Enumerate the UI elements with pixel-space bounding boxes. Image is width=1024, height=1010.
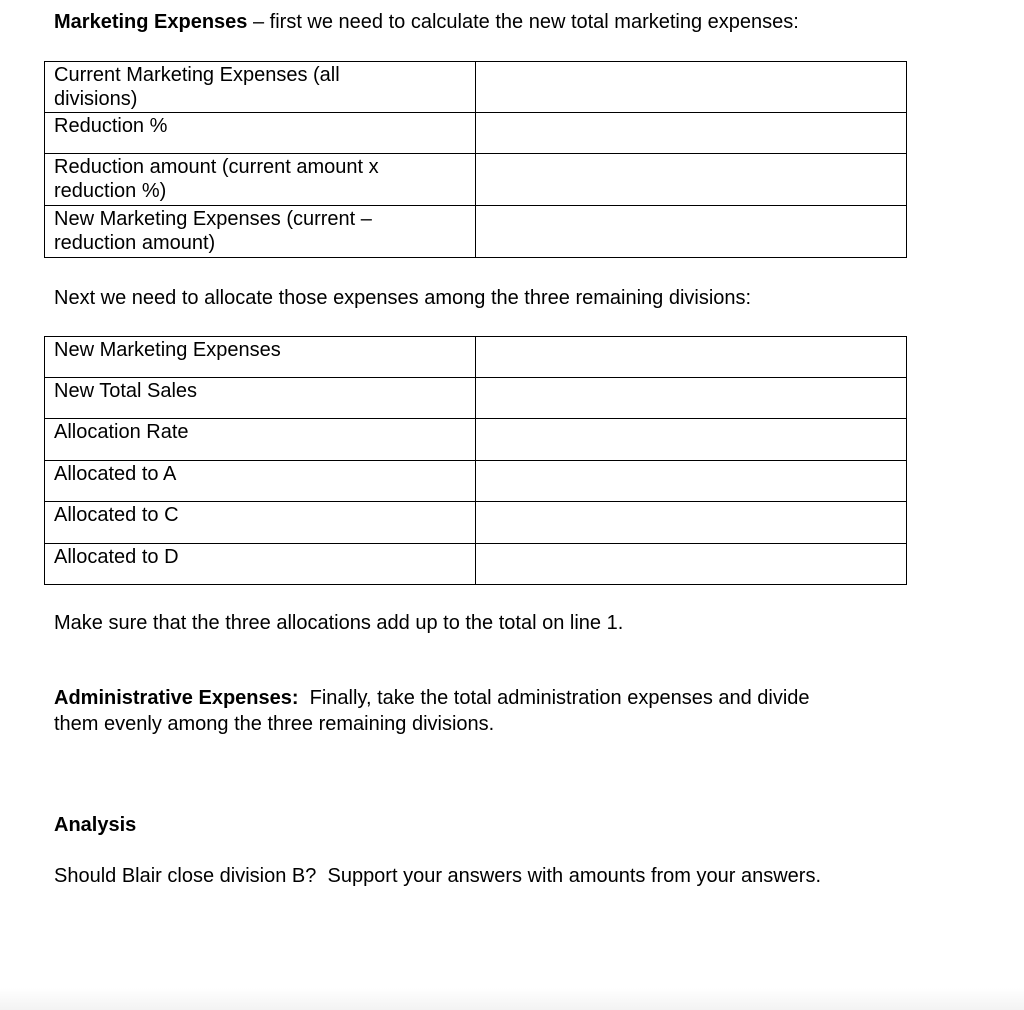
allocated-to-c-cell[interactable] bbox=[476, 502, 907, 544]
make-sure-note: Make sure that the three allocations add up to the total on line 1. bbox=[54, 612, 624, 634]
admin-heading: Administrative Expenses: bbox=[54, 687, 299, 709]
table-row bbox=[45, 419, 907, 461]
row-label bbox=[45, 62, 476, 113]
marketing-intro bbox=[54, 10, 799, 34]
row-label-line: reduction amount) bbox=[54, 232, 216, 254]
marketing-heading: Marketing Expenses bbox=[54, 11, 248, 33]
new-marketing-expenses-cell[interactable] bbox=[476, 206, 907, 258]
table-row bbox=[45, 62, 907, 113]
row-label: New Total Sales bbox=[45, 378, 476, 419]
row-label-line: New Marketing Expenses (current – bbox=[54, 208, 372, 230]
table-row bbox=[45, 154, 907, 206]
allocation-rate-cell[interactable] bbox=[476, 419, 907, 461]
allocated-to-d-cell[interactable] bbox=[476, 544, 907, 585]
row-label-line: divisions) bbox=[54, 88, 138, 110]
admin-text: Finally, take the total administration expenses and divide bbox=[298, 687, 810, 709]
marketing-calculation-table bbox=[44, 61, 907, 258]
reduction-percent-cell[interactable] bbox=[476, 113, 907, 154]
table-row bbox=[45, 113, 907, 154]
current-marketing-expenses-cell[interactable] bbox=[476, 62, 907, 113]
allocated-to-a-cell[interactable] bbox=[476, 461, 907, 502]
row-label: Allocated to A bbox=[45, 461, 476, 502]
new-marketing-expenses-value-cell[interactable] bbox=[476, 337, 907, 378]
analysis-heading: Analysis bbox=[54, 814, 137, 836]
table-row bbox=[45, 502, 907, 544]
row-label-line: Reduction % bbox=[54, 115, 168, 137]
allocation-table bbox=[44, 336, 907, 585]
marketing-intro-text: – first we need to calculate the new total marketing expenses: bbox=[247, 11, 799, 33]
row-label bbox=[45, 113, 476, 154]
table-row bbox=[45, 378, 907, 419]
analysis-question: Should Blair close division B? Support your answers with amounts from your answers. bbox=[54, 865, 822, 887]
table-row bbox=[45, 337, 907, 378]
row-label bbox=[45, 206, 476, 258]
admin-paragraph-line1 bbox=[54, 686, 810, 710]
row-label bbox=[45, 154, 476, 206]
allocation-intro: Next we need to allocate those expenses among the three remaining divisions: bbox=[54, 287, 752, 309]
new-total-sales-cell[interactable] bbox=[476, 378, 907, 419]
table-row bbox=[45, 206, 907, 258]
row-label: Allocation Rate bbox=[45, 419, 476, 461]
reduction-amount-cell[interactable] bbox=[476, 154, 907, 206]
table-row bbox=[45, 461, 907, 502]
admin-paragraph-line2: them evenly among the three remaining divisions. bbox=[54, 713, 495, 735]
row-label-line: reduction %) bbox=[54, 180, 167, 202]
row-label-line: Current Marketing Expenses (all bbox=[54, 64, 340, 86]
row-label: Allocated to D bbox=[45, 544, 476, 585]
table-row bbox=[45, 544, 907, 585]
page-bottom-shade bbox=[0, 988, 1024, 1010]
row-label: Allocated to C bbox=[45, 502, 476, 544]
row-label: New Marketing Expenses bbox=[45, 337, 476, 378]
row-label-line: Reduction amount (current amount x bbox=[54, 156, 379, 178]
